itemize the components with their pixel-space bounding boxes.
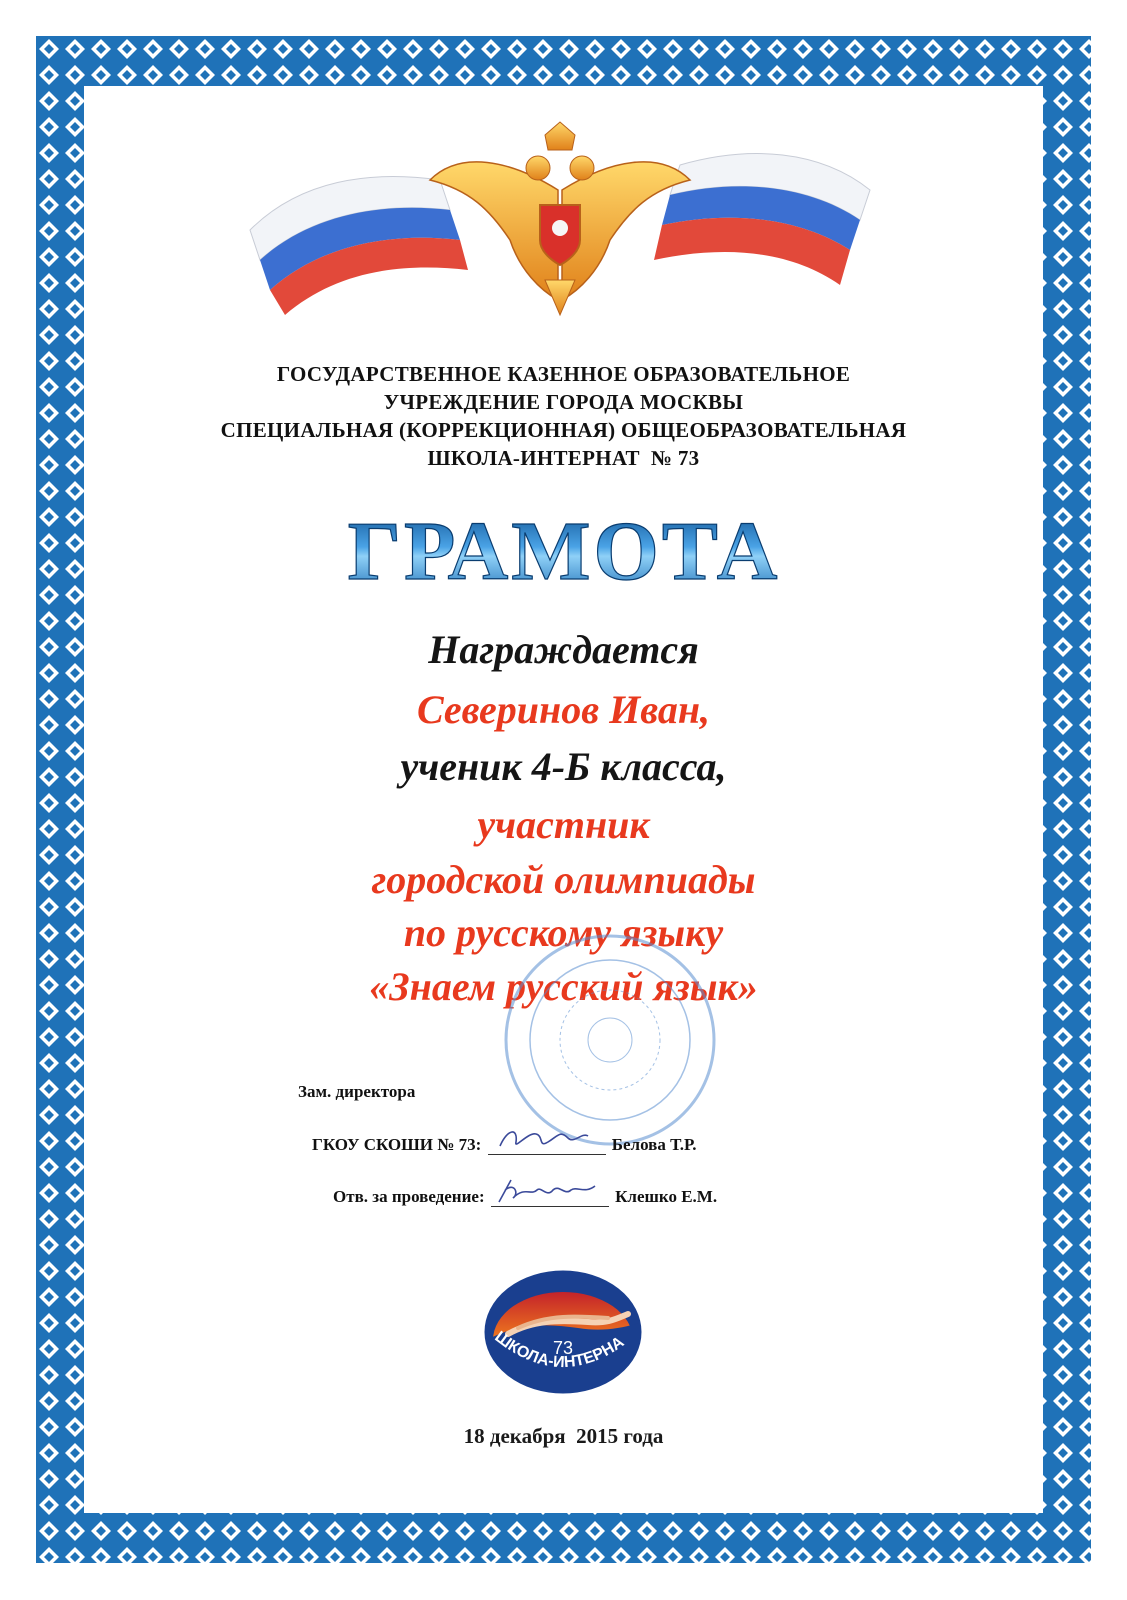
emblem-with-flag [240, 120, 880, 320]
signature-row-responsible [333, 1184, 717, 1207]
event-name: «Знаем русский язык» [369, 964, 758, 1009]
official-stamp [500, 930, 720, 1150]
signer-name-2: Клешко Е.М. [615, 1187, 718, 1206]
position-title: Зам. директора [298, 1082, 416, 1101]
title-text: ГРАМОТА [347, 505, 780, 595]
institution-line: УЧРЕЖДЕНИЕ ГОРОДА МОСКВЫ [383, 390, 744, 414]
event-line-2: по русскому языку [403, 910, 724, 955]
institution-line: ШКОЛА-ИНТЕРНАТ № 73 [427, 446, 700, 470]
handwritten-signature-2 [491, 1184, 609, 1207]
issue-date: 18 декабря 2015 года [463, 1424, 664, 1448]
awarded-label: Награждается [428, 627, 699, 672]
school-logo [478, 1262, 648, 1402]
logo-text: ШКОЛА-ИНТЕРНА [491, 1328, 627, 1372]
logo-number: 73 [552, 1338, 574, 1358]
certificate-title [0, 505, 1127, 600]
participant-label: участник [477, 802, 650, 847]
signer-name-1: Белова Т.Р. [611, 1135, 697, 1154]
institution-line: СПЕЦИАЛЬНАЯ (КОРРЕКЦИОННАЯ) ОБЩЕОБРАЗОВАТЕЛЬНАЯ [220, 418, 907, 442]
signature-row-director [312, 1132, 697, 1155]
handwritten-signature-1 [488, 1132, 606, 1155]
event-line-1: городской олимпиады [371, 857, 756, 902]
institution-name [100, 360, 1027, 472]
position-school: ГКОУ СКОШИ № 73: [312, 1135, 482, 1154]
position-responsible: Отв. за проведение: [333, 1187, 485, 1206]
recipient-name: Северинов Иван, [416, 687, 711, 732]
institution-line: ГОСУДАРСТВЕННОЕ КАЗЕННОЕ ОБРАЗОВАТЕЛЬНОЕ [276, 362, 851, 386]
recipient-grade: ученик 4-Б класса, [400, 744, 727, 789]
